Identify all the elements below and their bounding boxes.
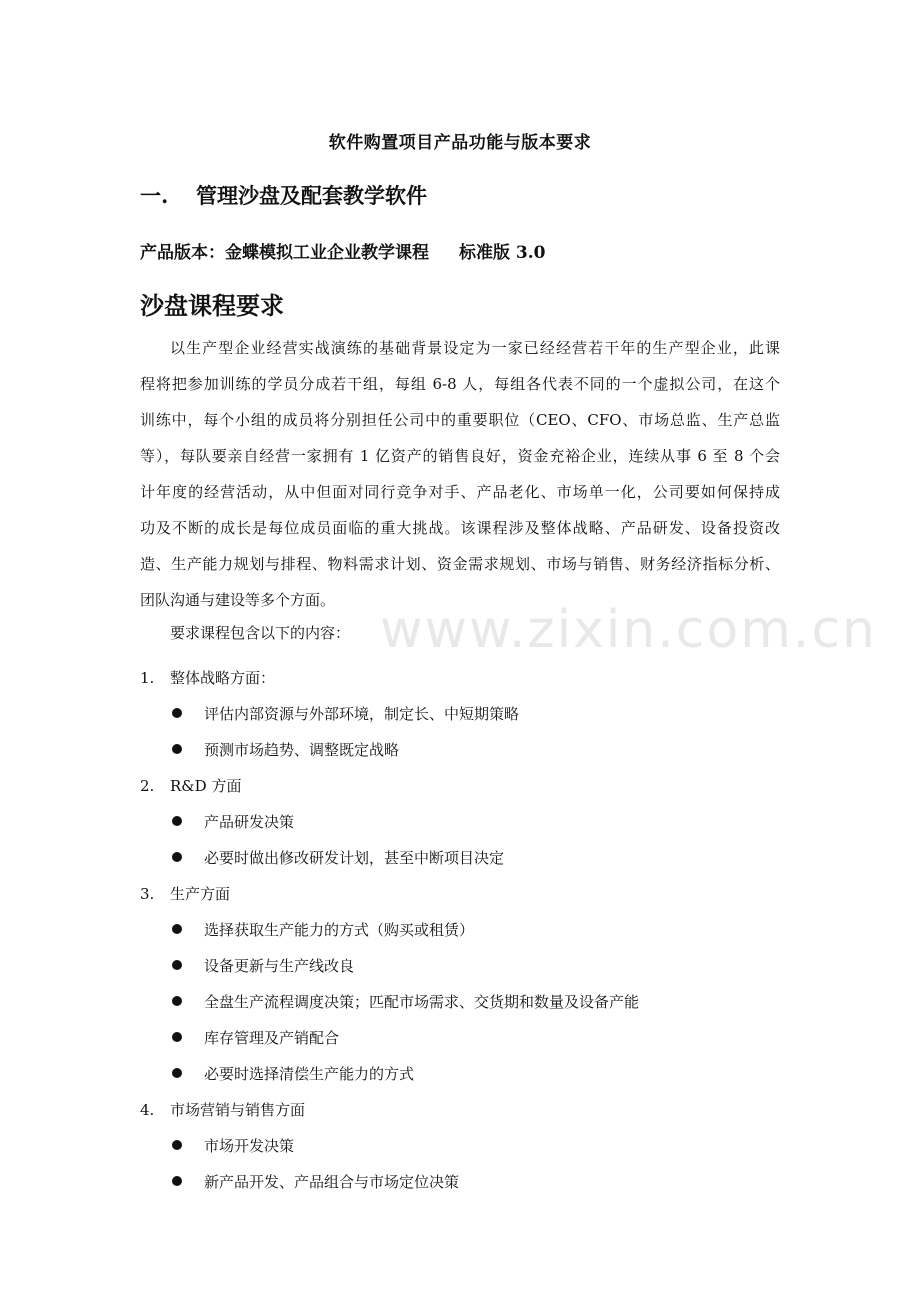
- paragraph-line: 训练中，每个小组的成员将分别担任公司中的重要职位（CEO、CFO、市场总监、生产总监: [140, 411, 780, 429]
- list-item: [140, 1164, 780, 1200]
- group-title-text: 整体战略方面：: [170, 669, 276, 687]
- document-title: 软件购置项目产品功能与版本要求: [328, 133, 592, 153]
- group-title: [140, 768, 780, 804]
- list-item-text: 预测市场趋势、调整既定战略: [204, 741, 400, 759]
- bullet-icon: [172, 1032, 182, 1042]
- course-description: [140, 330, 780, 618]
- list-item: [140, 804, 780, 840]
- group-title-text: 市场营销与销售方面: [170, 1101, 306, 1119]
- group-title-text: R&D 方面: [170, 777, 242, 795]
- list-item-text: 评估内部资源与外部环境，制定长、中短期策略: [204, 705, 520, 723]
- group-title-text: 生产方面: [170, 885, 231, 903]
- course-heading: 沙盘课程要求: [140, 291, 284, 320]
- list-item-text: 市场开发决策: [204, 1137, 295, 1155]
- version-label: 产品版本：金蝶模拟工业企业教学课程: [140, 243, 429, 263]
- bullet-icon: [172, 744, 182, 754]
- bullet-icon: [172, 708, 182, 718]
- list-item-text: 必要时选择清偿生产能力的方式: [204, 1065, 415, 1083]
- section-number: 一.: [140, 183, 169, 208]
- list-item-text: 新产品开发、产品组合与市场定位决策: [204, 1173, 460, 1191]
- list-item-text: 设备更新与生产线改良: [204, 957, 355, 975]
- list-item-text: 全盘生产流程调度决策；匹配市场需求、交货期和数量及设备产能: [204, 993, 640, 1011]
- list-item: [140, 1128, 780, 1164]
- list-item: [140, 948, 780, 984]
- bullet-icon: [172, 852, 182, 862]
- list-item: [140, 1020, 780, 1056]
- group-number: 3.: [140, 885, 155, 903]
- watermark: www.zixin.com.cn: [380, 600, 877, 660]
- group-title: [140, 876, 780, 912]
- group-number: 1.: [140, 669, 155, 687]
- product-version: [140, 238, 546, 263]
- list-item-text: 库存管理及产销配合: [204, 1029, 340, 1047]
- paragraph-line: 程将把参加训练的学员分成若干组，每组 6-8 人，每组各代表不同的一个虚拟公司，在这个: [140, 375, 780, 393]
- list-item: [140, 1056, 780, 1092]
- list-item-text: 产品研发决策: [204, 813, 295, 831]
- bullet-icon: [172, 996, 182, 1006]
- section-title: 管理沙盘及配套教学软件: [196, 183, 427, 208]
- paragraph-line: 等），每队要亲自经营一家拥有 1 亿资产的销售良好，资金充裕企业，连续从事 6 至 8 个会: [140, 447, 780, 465]
- bullet-icon: [172, 1140, 182, 1150]
- paragraph-line: 计年度的经营活动，从中但面对同行竞争对手、产品老化、市场单一化，公司要如何保持成: [140, 483, 780, 501]
- bullet-icon: [172, 816, 182, 826]
- group-number: 4.: [140, 1101, 155, 1119]
- paragraph-line: 功及不断的成长是每位成员面临的重大挑战。该课程涉及整体战略、产品研发、设备投资改: [140, 519, 780, 537]
- list-item: [140, 912, 780, 948]
- section-heading: [140, 180, 427, 210]
- list-item-text: 必要时做出修改研发计划，甚至中断项目决定: [204, 849, 505, 867]
- version-edition: 标准版 3.0: [459, 243, 546, 263]
- list-item: [140, 732, 780, 768]
- bullet-icon: [172, 1176, 182, 1186]
- list-item-text: 选择获取生产能力的方式（购买或租赁）: [204, 921, 475, 939]
- bullet-icon: [172, 960, 182, 970]
- intro-text: 要求课程包含以下的内容：: [170, 624, 351, 642]
- list-item: [140, 696, 780, 732]
- bullet-icon: [172, 1068, 182, 1078]
- paragraph-line: 以生产型企业经营实战演练的基础背景设定为一家已经经营若干年的生产型企业，此课: [170, 339, 780, 357]
- group-title: [140, 1092, 780, 1128]
- requirements-list: [140, 660, 780, 1200]
- paragraph-line: 团队沟通与建设等多个方面。: [140, 591, 336, 609]
- group-title: [140, 660, 780, 696]
- paragraph-line: 造、生产能力规划与排程、物料需求计划、资金需求规划、市场与销售、财务经济指标分析、: [140, 555, 780, 573]
- list-item: [140, 840, 780, 876]
- group-number: 2.: [140, 777, 155, 795]
- bullet-icon: [172, 924, 182, 934]
- list-item: [140, 984, 780, 1020]
